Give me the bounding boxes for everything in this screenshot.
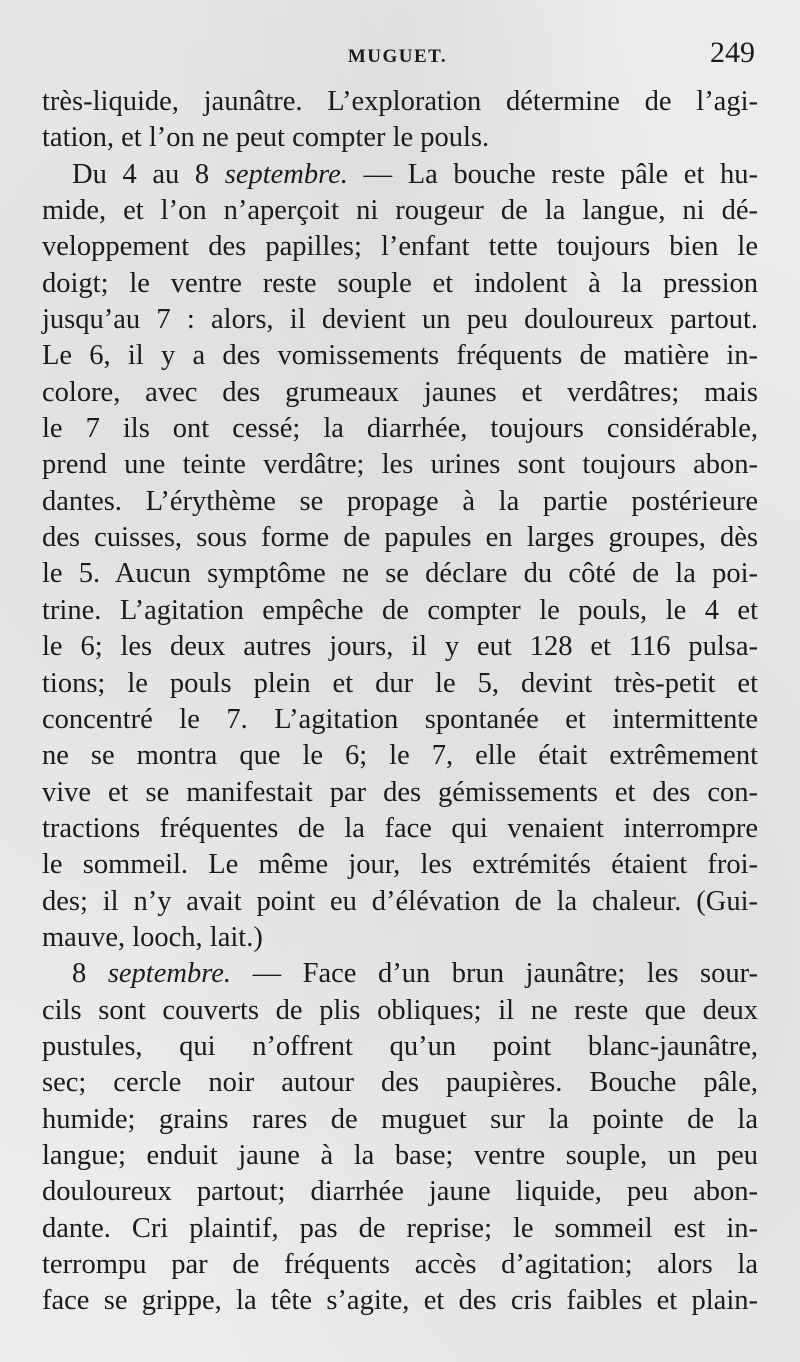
text-line: tractions fréquentes de la face qui venaient interrompre [42,812,758,844]
text-line: Le 6, il y a des vomissements fréquents de matière in- [42,340,758,372]
text-line: des cuisses, sous forme de papules en larges groupes, dès [42,522,758,554]
text-line: vive et se manifestait par des gémissements et des con- [42,776,758,808]
text-line: le 7 ils ont cessé; la diarrhée, toujours considérable, [42,413,758,445]
text-line: mide, et l’on n’aperçoit ni rougeur de la langue, ni dé- [42,195,758,227]
text-line: le 5. Aucun symptôme ne se déclare du côté de la poi- [42,558,758,590]
text-line: des; il n’y avait point eu d’élévation de la chaleur. (Gui- [42,885,758,917]
text-line: tation, et l’on ne peut compter le pouls. [42,122,490,154]
page-header [40,36,755,80]
line-text-post: — Face d’un brun jaunâtre; les sour- [231,958,759,990]
text-line: le sommeil. Le même jour, les extrémités étaient froi- [42,849,758,881]
text-line: jusqu’au 7 : alors, il devient un peu douloureux partout. [42,304,758,336]
text-line: très-liquide, jaunâtre. L’exploration détermine de l’agi- [42,86,758,117]
body-text [42,84,758,1320]
text-line: doigt; le ventre reste souple et indolent à la pression [42,267,758,299]
text-line: pustules, qui n’offrent qu’un point blanc-jaunâtre, [42,1030,758,1062]
text-line [42,956,758,992]
text-line: face se grippe, la tête s’agite, et des cris faibles et plain- [42,1285,758,1317]
date-italic: septembre. [224,158,348,190]
text-line: cils sont couverts de plis obliques; il ne reste que deux [42,994,758,1026]
date-italic: septembre. [107,958,232,990]
text-line: mauve, looch, lait.) [42,921,263,953]
text-line: sec; cercle noir autour des paupières. Bouche pâle, [42,1067,758,1099]
text-line: ne se montra que le 6; le 7, elle était extrêmement [42,740,758,772]
text-line: colore, avec des grumeaux jaunes et verdâtres; mais [42,376,758,408]
text-line: dantes. L’érythème se propage à la partie postérieure [42,485,758,517]
line-text-pre: 8 [72,958,108,990]
paragraph [42,157,758,957]
text-line [42,157,758,193]
page-number: 249 [710,36,755,69]
paragraph [42,84,758,157]
text-line: humide; grains rares de muguet sur la pointe de la [42,1103,758,1135]
line-text-post: — La bouche reste pâle et hu- [347,158,758,190]
text-line: veloppement des papilles; l’enfant tette toujours bien le [42,231,758,263]
text-line: dante. Cri plaintif, pas de reprise; le sommeil est in- [42,1212,758,1244]
line-text-pre: Du 4 au 8 [72,158,225,190]
text-line: terrompu par de fréquents accès d’agitation; alors la [42,1249,758,1280]
text-line: trine. L’agitation empêche de compter le pouls, le 4 et [42,594,758,626]
text-line: langue; enduit jaune à la base; ventre souple, un peu [42,1139,758,1171]
text-line: concentré le 7. L’agitation spontanée et intermittente [42,703,758,735]
running-head: MUGUET. [347,46,448,67]
text-line: le 6; les deux autres jours, il y eut 128 et 116 pulsa- [42,631,758,663]
text-line: douloureux partout; diarrhée jaune liquide, peu abon- [42,1176,758,1208]
text-line: tions; le pouls plein et dur le 5, devint très-petit et [42,667,758,699]
paragraph [42,956,758,1319]
text-line: prend une teinte verdâtre; les urines sont toujours abon- [42,449,758,481]
